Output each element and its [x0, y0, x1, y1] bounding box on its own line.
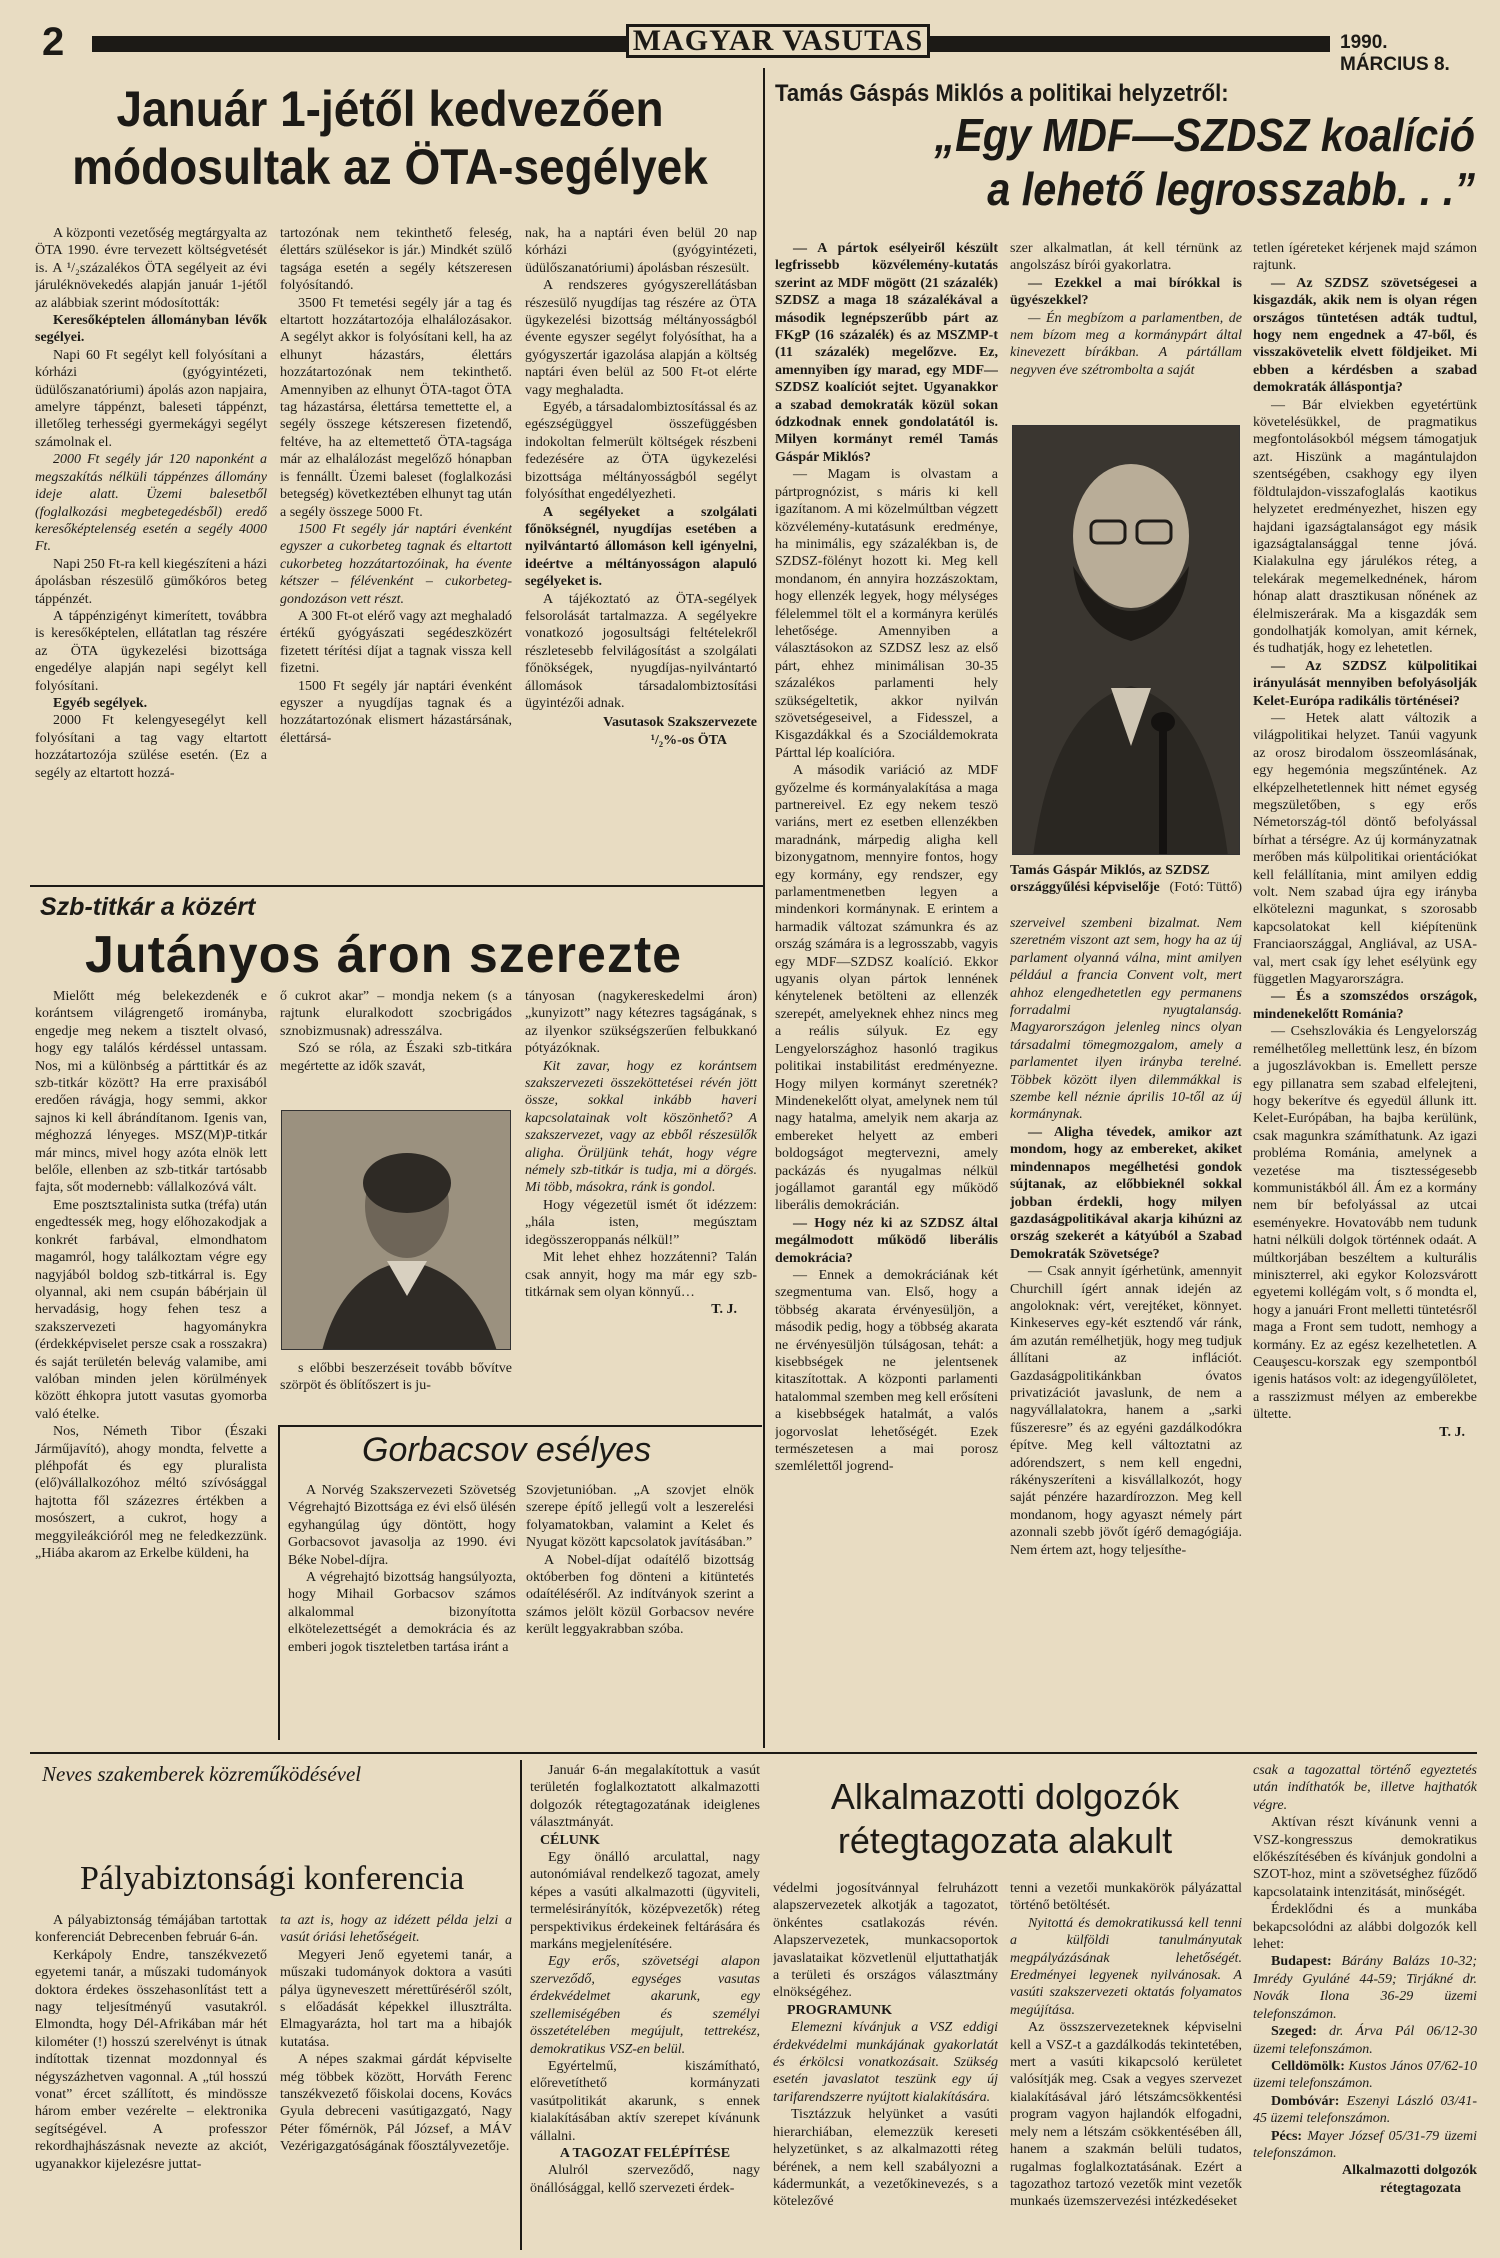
retegtag-paragraph: Az összszervezeteknek képviselni kell a VSZ-t a gazdálkodás tekintetében, mert a vasúti kikapcsoló kerületet valósítják meg. Csak a vegyes szervezet kialakításával járó létszámcsökkentési program vagyon hajlandók elfogadni, mely nem a létszám csökkentésében áll, hanem a szakmán belüli tudatos, rugalmas foglalkoztatásának. Ezért a tagozathoz tartozó vezetők mint vezetők munkaés üzemszervezési intézkedéseket	[1010, 2020, 1242, 2210]
retegtag-paragraph: Aktívan részt kívánunk venni a VSZ-kongresszus demokratikus előkészítésében és kívánjuk gondolni a SZOT-hoz, mint a szövetséghez fűződő kapcsolataink intenzitását, minőségét.	[1253, 1815, 1477, 1900]
contact-city: Szeged:	[1271, 2024, 1317, 2040]
szb-col-3	[525, 988, 757, 1418]
retegtag-celunk-head: CÉLUNK	[540, 1832, 600, 1848]
palya-paragraph: A népes szakmai gárdát képviselte még többek között, Horváth Ferenc tanszékvezető főiskolai docens, Kovács Gyula debreceni vasútigazgató, Nagy Péter főmérnök, Pál József, a MÁV Vezérigazgatóságának főosztályvezetője.	[280, 2052, 512, 2155]
ota-paragraph: A rendszeres gyógyszerellátásban részesülő nyugdíjas tag részére az ÖTA ügykezelési bizottság méltányosságból évente egyszer segélyt folyósíthat, ha a gyógyszertár igazolása alapján a költség naptári éven belül az 500 Ft-ot elérte vagy meghaladta.	[525, 278, 757, 398]
gorbacsov-paragraph: A Nobel-díjat odaítélő bizottság októberben fog dönteni a kitüntetés odaítéléséről. Az indítványok szerint a számos jelölt közül Gorbacsov nevére került leggyakrabban szóba.	[526, 1552, 754, 1638]
tgm-answer: — Hetek alatt változik a világpolitikai helyzet. Tanúi vagyunk az orosz birodalom összeomlásának, egy hegemónia megszűntének. Az elképzelhetetlennek hitt német egység megszületőben, s egy erős Németország-tól döntő befolyással bírhat a térségre. Az új kormányzatnak merőben más külpolitikai orientációkat kell felállítania, mint amilyen eddig volt. Nem szabad újra egy irányba elkötelezni magunkat, s szorosabb kapcsolatokat kell kiépítenünk Franciaországgal, Angliával, az USA-val, mert csak így lehet esélyünk egy független Magyarországra.	[1253, 710, 1477, 988]
ota-paragraph: Egyéb, a társadalombiztosítással és az egészségüggyel összefüggésben indokoltan felmerült költségek részbeni fedezésére az ÖTA ügykezelési bizottsága méltányosságból segélyt folyósíthat engedélyezheti.	[525, 400, 757, 503]
contact-text: Kustos János 07/62-10 üzemi telefonszámon.	[1253, 2058, 1477, 2092]
palya-paragraph: Kerkápoly Endre, tanszékvezető egyetemi tanár, a műszaki tudományok doktora érdekes összehasonlítást tett a nagy teljesítményű vasutakról. Elmondta, hogy Dél-Afrikában már hét kilométer (!) hosszú szerelvényt is útnak indítottak tizennat mozdonnyal és négyszázhetven vagonnal. A „túl hosszú vonat” ércet szállított, és mindössze három ember vezérelte – elektronika segítségével. A professzor rekordhajhászásnak nevezte az akciót, ugyanakkor kijelezésre juttat-	[35, 1947, 267, 2172]
contact-text: Mayer József 05/31-79 üzemi telefonszámon.	[1253, 2128, 1477, 2161]
tgm-question: — Ezekkel a mai bírókkal is ügyészekkel?	[1010, 275, 1242, 309]
retegtag-program-head: PROGRAMUNK	[787, 2002, 892, 2018]
szb-paragraph: Mit lehet ehhez hozzátenni? Talán csak annyit, hogy ma már egy szb-titkárnak sem olyan könnyű…	[525, 1250, 757, 1300]
ota-headline-line-2: módosultak az ÖTA-segélyek	[72, 139, 708, 195]
retegtag-headline-line-1: Alkalmazotti dolgozók	[830, 1776, 1180, 1817]
szb-paragraph: ő cukrot akar” – mondja nekem (s a rajtunk eluralkodott szocbrigádos sznobizmusnak) adresszálva.	[280, 989, 512, 1039]
tgm-answer: — Én megbízom a parlamentben, de nem bízom meg a kormánypárt által kinevezett bírákban. A pártállam negyven éve szétrombolta a saját	[1010, 310, 1242, 378]
portrait-illustration	[1013, 426, 1240, 855]
szb-headline: Jutányos áron szerezte	[85, 926, 683, 984]
retegtag-col-d	[1253, 1762, 1477, 2247]
tgm-col-1	[775, 240, 998, 1740]
tgm-col-3	[1253, 240, 1477, 1740]
tgm-col-2-top	[1010, 240, 1242, 415]
retegtag-paragraph: Január 6-án megalakítottuk a vasút területén foglalkoztatott alkalmazotti dolgozók rétegtagozatának ideiglenes választmányát.	[530, 1763, 760, 1831]
ota-signature-1: Vasutasok Szakszervezete	[603, 715, 757, 731]
retegtag-paragraph: Egy erős, szövetségi alapon szerveződő, egységes vasutas érdekvédelmet akarunk, egy szellemiségében és személyi összetételében megújult, tettrekész, demokratikus VSZ-en belül.	[530, 1954, 760, 2057]
contact-text: Bárány Balázs 10-32; Imrédy Gyuláné 44-59; Tirjákné dr. Novák Ilona 36-29 üzemi telefonszámon.	[1253, 1954, 1477, 2022]
retegtag-paragraph: Elemezni kívánjuk a VSZ eddigi érdekvédelmi munkájának gyakorlatát és érkölcsi vonatkozásait. Szükség esetén javaslatot teszünk egy új tarifarendszerre nyújtott kialakítására.	[773, 2020, 998, 2105]
gorbacsov-col-2	[526, 1482, 754, 1737]
tgm-caption-credit: (Fotó: Tüttő)	[1169, 880, 1242, 895]
ota-paragraph: nak, ha a naptári éven belül 20 nap kórházi (gyógyintézeti, üdülőszanatóriumi) ápolásban részesült.	[525, 226, 757, 276]
contact-text: dr. Árva Pál 06/12-30 üzemi telefonszámon.	[1253, 2024, 1477, 2057]
palya-headline: Pályabiztonsági konferencia	[80, 1860, 465, 1897]
gorbacsov-headline: Gorbacsov esélyes	[362, 1431, 652, 1469]
retegtag-signature-2: rétegtagozata	[1380, 2180, 1461, 2196]
szb-col-1	[35, 988, 267, 1738]
ota-col-2	[280, 225, 512, 880]
retegtag-signature-1: Alkalmazotti dolgozók	[1342, 2163, 1477, 2179]
ota-paragraph: 3500 Ft temetési segély jár a tag és eltartott hozzátartozója elhalálozásakor. A segélyt akkor is folyósítani kell, ha az elhunyt házastárs, élettárs hozzátartozónak nem tekinthető. Amennyiben az elhunyt ÖTA-tagot ÖTA tag házastársa, élettársa temettette el, a segély összege kétszeresen fizetendő, feltéve, ha az eltemettető ÖTA-tagsága már az elhalálozást megelőző hónapban is fennállt. Üzemi baleset (foglalkozási betegség) következtében elhunyt tag után a segély összege 5000 Ft.	[280, 295, 512, 520]
szb-kicker: Szb-titkár a közért	[40, 893, 256, 921]
ota-subhead: Egyéb segélyek.	[53, 695, 148, 711]
ota-col-1	[35, 225, 267, 880]
masthead	[30, 20, 1475, 75]
gorbacsov-col-1	[288, 1482, 516, 1737]
gorbacsov-paragraph: A Norvég Szakszervezeti Szövetség Végrehajtó Bizottsága ez évi első ülésén egyhangúlag úgy döntött, hogy Gorbacsovot javasolja az 1990. évi Béke Nobel-díjra.	[288, 1483, 516, 1568]
ota-paragraph: 1500 Ft segély jár naptári évenként egyszer a nyugdíjas tagnak és a hozzátartozónak elismert házastársának, élettársá-	[280, 678, 512, 746]
palya-right-rule	[520, 1760, 522, 2250]
masthead-bar-left	[92, 36, 626, 52]
szb-paragraph: tányosan (nagykereskedelmi áron) „kunyizott” nagy kétezres tagságának, s az ilyenkor szükségszerűen felbukkanó pótyázóknak.	[525, 989, 757, 1057]
contact-text: Eszenyi László 03/41-45 üzemi telefonszámon.	[1253, 2093, 1477, 2127]
ota-paragraph: Napi 60 Ft segélyt kell folyósítani a kórházi (gyógyintézeti, üdülőszanatóriumi) ápolás azon napjaira, amelyre táppénzt, baleseti táppénzt, illetőleg terhességi gyermekágyi segélyt számolnak el.	[35, 347, 267, 450]
tgm-question: — Az SZDSZ külpolitikai irányulását mennyiben befolyásolják Kelet-Európa radikális történései?	[1253, 658, 1477, 709]
palya-col-2	[280, 1912, 512, 2242]
tgm-answer: szerveivel szembeni bizalmat. Nem szeretném viszont azt sem, hogy ha az új parlament olyanná válna, mint amilyen például a francia Convent volt, mert ahhoz elengedhetetlen egy permanens forradalmi nyugtalanság. Magyarországon jelenleg nincs olyan társadalmi tömegmozgalom, amely a parlamentet ilyen irányba terelné. Többek között ilyen dilemmákkal is szembe kell néznie április 10-től az új kormánynak.	[1010, 916, 1242, 1123]
gorbacsov-paragraph: A végrehajtó bizottság hangsúlyozta, hogy Mihail Gorbacsov számos alkalommal bizonyította elkötelezettségét a demokrácia és az emberi jogok tiszteletben tartása iránt a	[288, 1570, 516, 1655]
retegtag-headline-line-2: rétegtagozata alakult	[837, 1820, 1173, 1861]
masthead-date: 1990. MÁRCIUS 8.	[1340, 32, 1450, 75]
szb-paragraph: Eme posztsztalinista sutka (tréfa) után engedtessék meg, hogy előhozakodjak a konkrét farbával, elmondhatom magamról, hogy találkoztam végre egy nagyjából boldog szb-titkárral is. Egy olyannal, aki nem csupán bábérjain ül hervadásig, hogy fehen tesz a szakszervezeti hagyománykra (érdekképviselet persze csak a rosszakra) és saját területén belevág valamibe, ami valóban minden jelen körülmények között éhkopra jutott vasutas gyomorba való ételke.	[35, 1197, 267, 1422]
ota-paragraph: A központi vezetőség megtárgyalta az ÖTA 1990. évre tervezett költségvetését is. A ¹/₂százalékos ÖTA segélyeit az évi járuléknövekedés alapján január 1-jétől az alábbiak szerint módosították:	[35, 226, 267, 311]
tgm-question: — Hogy néz ki az SZDSZ által megálmodott működő liberális demokrácia?	[775, 1215, 998, 1266]
tgm-answer: tetlen ígéreteket kérjenek majd számon rajtunk.	[1253, 241, 1477, 274]
szb-paragraph: Mielőtt még belekezdenék e korántsem világrengető irományba, engedje meg nekem a tisztelt olvasó, hogy egy találós kérdéssel untassam. Nos, mi a különbség a párttitkár és az szb-titkár között? Ha erre praxisából eredően rávágja, hogy semmi, akkor sajnos ki kell ábrándítanom. Igenis van, méghozzá lényeges. MSZ(M)P-titkár már mincs, mivel hogy azóta elnök lett belőle, ellenben az szb-titkár tartósabb fajta, sőt modernebb: vállalkozóvá vált.	[35, 989, 267, 1196]
palya-kicker: Neves szakemberek közreműködésével	[42, 1762, 362, 1786]
tgm-portrait-photo	[1012, 425, 1240, 855]
retegtag-paragraph: Tisztázzuk helyünket a vasúti hierarchiában, elemezzük kereseti helyzetünket, s az alkalmazotti réteg bérének, a nem kell szabályozni a kádermunkát, a vezetőkinevezés, s a kötelezővé	[773, 2107, 998, 2210]
tgm-answer: — Magam is olvastam a pártprognózist, s máris ki kell igazítanom. A mi közelmúltban végzett közvélemény-kutatásunk eredménye, ha minimális, egy százalékban is, de SZDSZ-fölényt hozott ki. Meg kell mondanom, én annyira hozzászoktam, hogy ellenzék legyek, hogy mélységes félelemmel tölt el a kormányra kerülés lehetősége. Amennyiben a választásokon az SZDSZ lesz az első párt, ehhez minimálisan 30-35 százalékos parlamenti hely szükségeltetik, akkor nyilván szövetségeseivel, a Fidesszel, a Kisgazdákkal és a Szociáldemokrata Párttal lép koalícióra.	[775, 467, 998, 761]
retegtag-contact	[1253, 2128, 1477, 2163]
contact-city: Dombóvár:	[1271, 2093, 1340, 2109]
ota-paragraph: 2000 Ft segély jár 120 naponként a megszakítás nélküli táppénzes állomány ideje alatt. Üzemi balesetből (foglalkozási megbetegedésből) eredő keresőképtelenség esetén a segély 4000 Ft.	[35, 452, 267, 555]
page-number: 2	[42, 20, 65, 64]
retegtag-contact	[1253, 2023, 1477, 2058]
ota-col-3	[525, 225, 757, 880]
tgm-question: — Aligha tévedek, amikor azt mondom, hogy az embereket, akiket mindennapos megélhetési gondok sújtanak, az előbbieknél sokkal jobban érdekli, hogy milyen gazdaságpolitikával akarja kihúzni az ország szekerét a kátyúból a Szabad Demokraták Szövetsége?	[1010, 1124, 1242, 1262]
tgm-question: — És a szomszédos országok, mindenekelőtt Románia?	[1253, 989, 1477, 1022]
tgm-answer: — Ennek a demokráciának két szegmentuma van. Első, hogy a többség akarata érvényesüljön, a második pedig, hogy a többség akarata ne érvényesüljön túlságosan, tehát: a kisebbségek ne jelentsenek kitaszítottak. A központi parlamenti hatalommal szemben meg kell erősíteni a kisebbségek hatalmát, a valós jogorvoslat lehetőségét. Ezek természetesen a mai porosz szemlélettől jogrend-	[775, 1267, 998, 1475]
szb-portrait-photo	[281, 1110, 511, 1350]
tgm-signature: T. J.	[1439, 1424, 1465, 1440]
retegtag-paragraph: Nyitottá és demokratikussá kell tenni a külföldi tanulmányutak megpályázásának lehetőségét. Eredményei legyenek nyilvánosak. A vasúti szakszervezeti oktatás folyamatos megújítása.	[1010, 1915, 1242, 2018]
retegtag-paragraph: csak a tagozattal történő egyeztetés után indíthatók be, illetve hajthatók végre.	[1253, 1763, 1477, 1813]
tgm-kicker: Tamás Gáspás Miklós a politikai helyzetről:	[775, 80, 1229, 107]
ota-paragraph: tartozónak nem tekinthető feleség, élettárs szülésekor is jár.) Mindkét szülő tagsága esetén a segély kétszeresen folyósítandó.	[280, 226, 512, 294]
palya-paragraph: Megyeri Jenő egyetemi tanár, a műszaki tudományok doktora a vasúti pálya ügyneveszett mérettűréséről szólt, s előadását képekkel illusztrálta. Elmagyarázta, hol tart ma a hibajók kutatása.	[280, 1947, 512, 2050]
tgm-answer: — Csehszlovákia és Lengyelország remélhetőleg mellettünk lesz, én bízom a jugoszlávokban is. Emellett persze egy pillanatra sem szabad elfelejteni, hogy bekerítve és egyedül állunk itt. Kelet-Európában, ha bajba kerülünk, csak magunkra számíthatunk. Az igazi probléma Románia, amelynek a vezetése ma tisztességesebb kommunistákból áll. Ám ez a kormány nem bír befolyással az utcai eseményekre. Hovatovább nem tudunk hatni nélküli dolgok történnek odaát. A múltkorjában beszéltem a kulturális miniszterrel, aki egykor Kolozsvárott egyetemi kollégám volt, s ő mondta el, hogy a januári Front melletti tüntetésről maga a Front sem tudott, nemhogy a kormány. Ez az egész kezelhetetlen. A Ceauşescu-korszak egy szempontból igenis hatásos volt: az idegengyűlöletet, a rasszizmust mélyen az emberekbe ültette.	[1253, 1024, 1477, 1423]
palya-col-1	[35, 1912, 267, 2242]
retegtag-paragraph: védelmi jogosítvánnyal felruházott alapszervezetek alkotják a tagozatot, önkéntes csatlakozás révén. Alapszervezetek, munkacsoportok javaslataikat közvetlenül eljuttathatják a területi és országos választmány elnökségéhez.	[773, 1881, 998, 2001]
ota-paragraph: A táppénzigényt kimerített, továbbra is keresőképtelen, ellátatlan tag részére az ÖTA ügykezelési bizottsága engedélye alapján napi segélyt kell folyósítani.	[35, 608, 267, 694]
retegtag-paragraph: tenni a vezetői munkakörök pályázattal történő betöltését.	[1010, 1881, 1242, 1914]
szb-paragraph: Szó se róla, az Északi szb-titkára megértette az idők szavát,	[280, 1041, 512, 1074]
retegtag-col-c	[1010, 1880, 1242, 2245]
szb-paragraph: s előbbi beszerzéseit tovább bővítve szörpöt és öblítőszert is ju-	[280, 1361, 512, 1394]
ota-paragraph: Napi 250 Ft-ra kell kiegészíteni a házi ápolásban részesülő gümőkóros beteg táppénzét.	[35, 556, 267, 607]
contact-city: Budapest:	[1271, 1954, 1332, 1970]
szb-paragraph: Kit zavar, hogy ez korántsem szakszervezeti összeköttetései révén jött össze, sokkal inkább haveri kapcsolatainak volt köszönhető? A szakszervezet, vagy az ebből részesülők aligha. Örüljünk tehát, hogy végre némely szb-titkár is tudja, mi a dörgés. Mi több, másokra, ránk is gondol.	[525, 1058, 757, 1196]
masthead-title: MAGYAR VASUTAS	[626, 24, 930, 58]
tgm-headline	[899, 108, 1475, 216]
tgm-answer: — Csak annyit ígérhetünk, amennyit Churchill ígért annak idején az angoloknak: vért, verejtéket, könnyet. Kinkeserves egy-két esztendő vár ránk, ám azután remélhetjük, hogy meg tudjuk állítani az inflációt. Gazdaságpolitikánkban óvatos privatizációt javaslunk, de nem a nagyvállalatokra, hanem a „sarki fűszeresre” és az egyéni gazdálkodókra építve. Meg kell változtatni az adórendszert, s nem kell engedni, rákényszeríteni a kisvállalkozót, hogy saját pénzére hazardírozzon. Meg kell mondanom, hogy agyaszt némely párt azonnali szebb jövőt ígérő demagógiája. Nem értem azt, hogy teljesíthe-	[1010, 1264, 1242, 1558]
ota-headline	[68, 80, 712, 196]
ota-paragraph: A 300 Ft-ot elérő vagy azt meghaladó értékű gyógyászati segédeszközért fizetett térítési díjat a tagnak vissza kell fizetni.	[280, 608, 512, 677]
main-column-rule	[763, 68, 765, 1748]
retegtag-col-a	[530, 1762, 760, 2247]
retegtag-contact	[1253, 2058, 1477, 2093]
tgm-answer: A második variáció az MDF győzelme és kormányalakítása a maga partnereivel. Ez egy nekem teszö variáns, mert ez esetben ellenzékben maradnánk, márpedig aligha kell bizonygatnom, mennyire fontos, hogy egy kormány, egy rendszer, egy parlamentmenetben legyen a mindenkori kormánynak. E erintem a harmadik változat számunkra és az ország számára is a legrosszabb, vagyis egy MDF—SZDSZ koalíció. Ekkor ugyanis olyan pártok lennének kénytelenek betölteni az ellenzék szerepét, amelyeknek ehhez nincs meg a reális súlyuk. Ez egy Lengyelországhoz hasonló tragikus politikai instabilitást eredményezne. Hogy milyen kormányt szeretnék? Mindenekelőtt olyat, amelynek nem túl nagy hatalma, amelyik nem akarja az embereket helyett az emberi boldogságot megtervezni, amely packázás és nyugalmas nélkül jogállamot garantál egy működő liberális demokrácián.	[775, 763, 998, 1214]
palya-paragraph: A pályabiztonság témájában tartottak konferenciát Debrecenben február 6-án.	[35, 1913, 267, 1946]
portrait-illustration	[282, 1111, 511, 1350]
gorbacsov-paragraph: Szovjetunióban. „A szovjet elnök szerepe építő jellegű volt a leszerelési folyamatokban, valamint a Kelet és Nyugat között kapcsolatok javításában.”	[526, 1483, 754, 1551]
gorbacsov-box	[278, 1425, 762, 1740]
tgm-answer: szer alkalmatlan, át kell térnünk az angolszász bírói gyakorlatra.	[1010, 241, 1242, 274]
retegtag-paragraph: Egy önálló arculattal, nagy autonómiával rendelkező tagozat, amely képes a vasúti alkalmazotti (ügyviteli, termelésirányítók, középvezetők) réteg perspektivikus érdekeinek feltárására és markáns megjelenítésére.	[530, 1850, 760, 1953]
retegtag-contact	[1253, 2093, 1477, 2128]
retegtag-contact	[1253, 1953, 1477, 2023]
szb-signature: T. J.	[711, 1302, 737, 1318]
retegtag-paragraph: Egyértelmű, kiszámítható, előrevetíthető kormányzati vasútpolitikát akarunk, s ennek kialakításában aktív szerepet kívánunk vállalni.	[530, 2058, 760, 2144]
retegtag-paragraph: Alulról szerveződő, nagy önállósággal, kellő szervezeti érdek-	[530, 2163, 760, 2196]
tgm-col-2-bottom	[1010, 915, 1242, 1740]
ota-paragraph: 2000 Ft kelengyesegélyt kell folyósítani a tag vagy eltartott hozzátartozója szülése esetén. (Ez a segély az eltartott hozzá-	[35, 713, 267, 781]
szb-paragraph: Nos, Németh Tibor (Északi Járműjavító), ahogy mondta, felvette a pléhpofát és egy pluralista (elő)vállalkozóhoz méltó szívósággal hajtotta fől százezres értékben a mosószert, a cukrot, hogy a meggyileákcióról meg ne feledkezzünk. „Hiába akarom az Erkelbe küldeni, ha	[35, 1424, 267, 1561]
ota-bottom-rule	[30, 885, 763, 887]
retegtag-felep-head: A TAGOZAT FELÉPÍTÉSE	[559, 2145, 731, 2161]
ota-headline-line-1: Január 1-jétől kedvezően	[116, 81, 664, 137]
contact-city: Celldömölk:	[1271, 2058, 1345, 2074]
tgm-question: — Az SZDSZ szövetségesei a kisgazdák, akik nem is olyan régen országos tüntetésen adták tudtul, hogy nem engednek a 47-ből, és visszakövetelik elvett földjeiket. Mi ebben a kérdésben a szabad demokraták álláspontja?	[1253, 275, 1477, 396]
bottom-band-rule	[30, 1752, 1477, 1754]
ota-paragraph: A segélyeket a szolgálati főnökségnél, nyugdíjas esetében a nyilvántartó állomáson kell igényelni, ideértve a méltányosságon alapuló segélyeket is.	[525, 504, 757, 590]
tgm-question: — A pártok esélyeiről készült legfrissebb közvélemény-kutatás szerint az MDF mögött (21 százalék) SZDSZ a maga 18 százalékával a második legnépszerűbb párt az FKgP (16 százalék) és az MSZMP-t (11 százalék) megelőzve. Ez, amennyiben így marad, egy MDF—SZDSZ koalíciót sejtet. Ugyanakkor a szabad demokraták közül sokan ódzkodnak ennek gondolatától is. Milyen kormányt remél Tamás Gáspár Miklós?	[775, 241, 998, 465]
retegtag-paragraph: Érdeklődni és a munkába bekapcsolódni az alábbi dolgozók kell lehet:	[1253, 1902, 1477, 1953]
tgm-photo-caption	[1010, 862, 1242, 896]
ota-subhead: Keresőképtelen állományban lévők segélyei.	[35, 313, 267, 346]
ota-signature-2: ¹/₂%-os ÖTA	[650, 732, 727, 748]
contact-city: Pécs:	[1271, 2128, 1303, 2144]
tgm-headline-line-2: a lehető legrosszabb. . .”	[987, 163, 1475, 215]
tgm-answer: — Bár elviekben egyetértünk követelésükkel, de pragmatikus megfontolásokból mégsem támogatjuk azt. Hiszünk a magántulajdon szentségében, csakhogy egy ilyen földtulajdon-visszafoglalás kaotikus helyzetet eredményezhet, hiszen egy hajdani igazságtalanságot egy másik igazságtalansággal tenne jóvá. Kialakulna egy járulékos réteg, a telekárak megemelkednének, három hónap alatt drasztikusan nőnének az élelmiszerárak. Ma a kisgazdák sem gondolhatják komolyan, amit kérnek, és tudhatják, hogy ez lehetetlen.	[1253, 397, 1477, 657]
masthead-bar-right	[930, 36, 1330, 52]
szb-paragraph: Hogy végezetül ismét őt idézzem: „hála isten, megúsztam idegösszeroppanás nélkül!”	[525, 1197, 757, 1248]
szb-col-2-top	[280, 988, 512, 1098]
szb-col-2-bottom	[280, 1360, 512, 1420]
ota-paragraph: 1500 Ft segély jár naptári évenként egyszer a cukorbeteg tagnak és eltartott cukorbeteg hozzátartozóinak, ha évente kétszer – félévenként – cukorbeteg-gondozáson vett részt.	[280, 521, 512, 607]
tgm-headline-line-1: „Egy MDF—SZDSZ koalíció	[934, 109, 1475, 161]
palya-paragraph: ta azt is, hogy az idézett példa jelzi a vasút óriási lehetőségeit.	[280, 1913, 512, 1946]
retegtag-headline	[770, 1775, 1240, 1863]
tgm-caption-text: Tamás Gáspár Miklós, az SZDSZ országgyűlési képviselője	[1010, 863, 1210, 895]
retegtag-col-b	[773, 1880, 998, 2245]
ota-paragraph: A tájékoztató az ÖTA-segélyek felsorolását tartalmazza. A segélyekre vonatkozó jogosultsági feltételekről részletesebb felvilágosítást a szolgálati főnökségek, nyugdíjas-nyilvántartó állomások társadalombiztosítási ügyintézői adnak.	[525, 591, 757, 711]
